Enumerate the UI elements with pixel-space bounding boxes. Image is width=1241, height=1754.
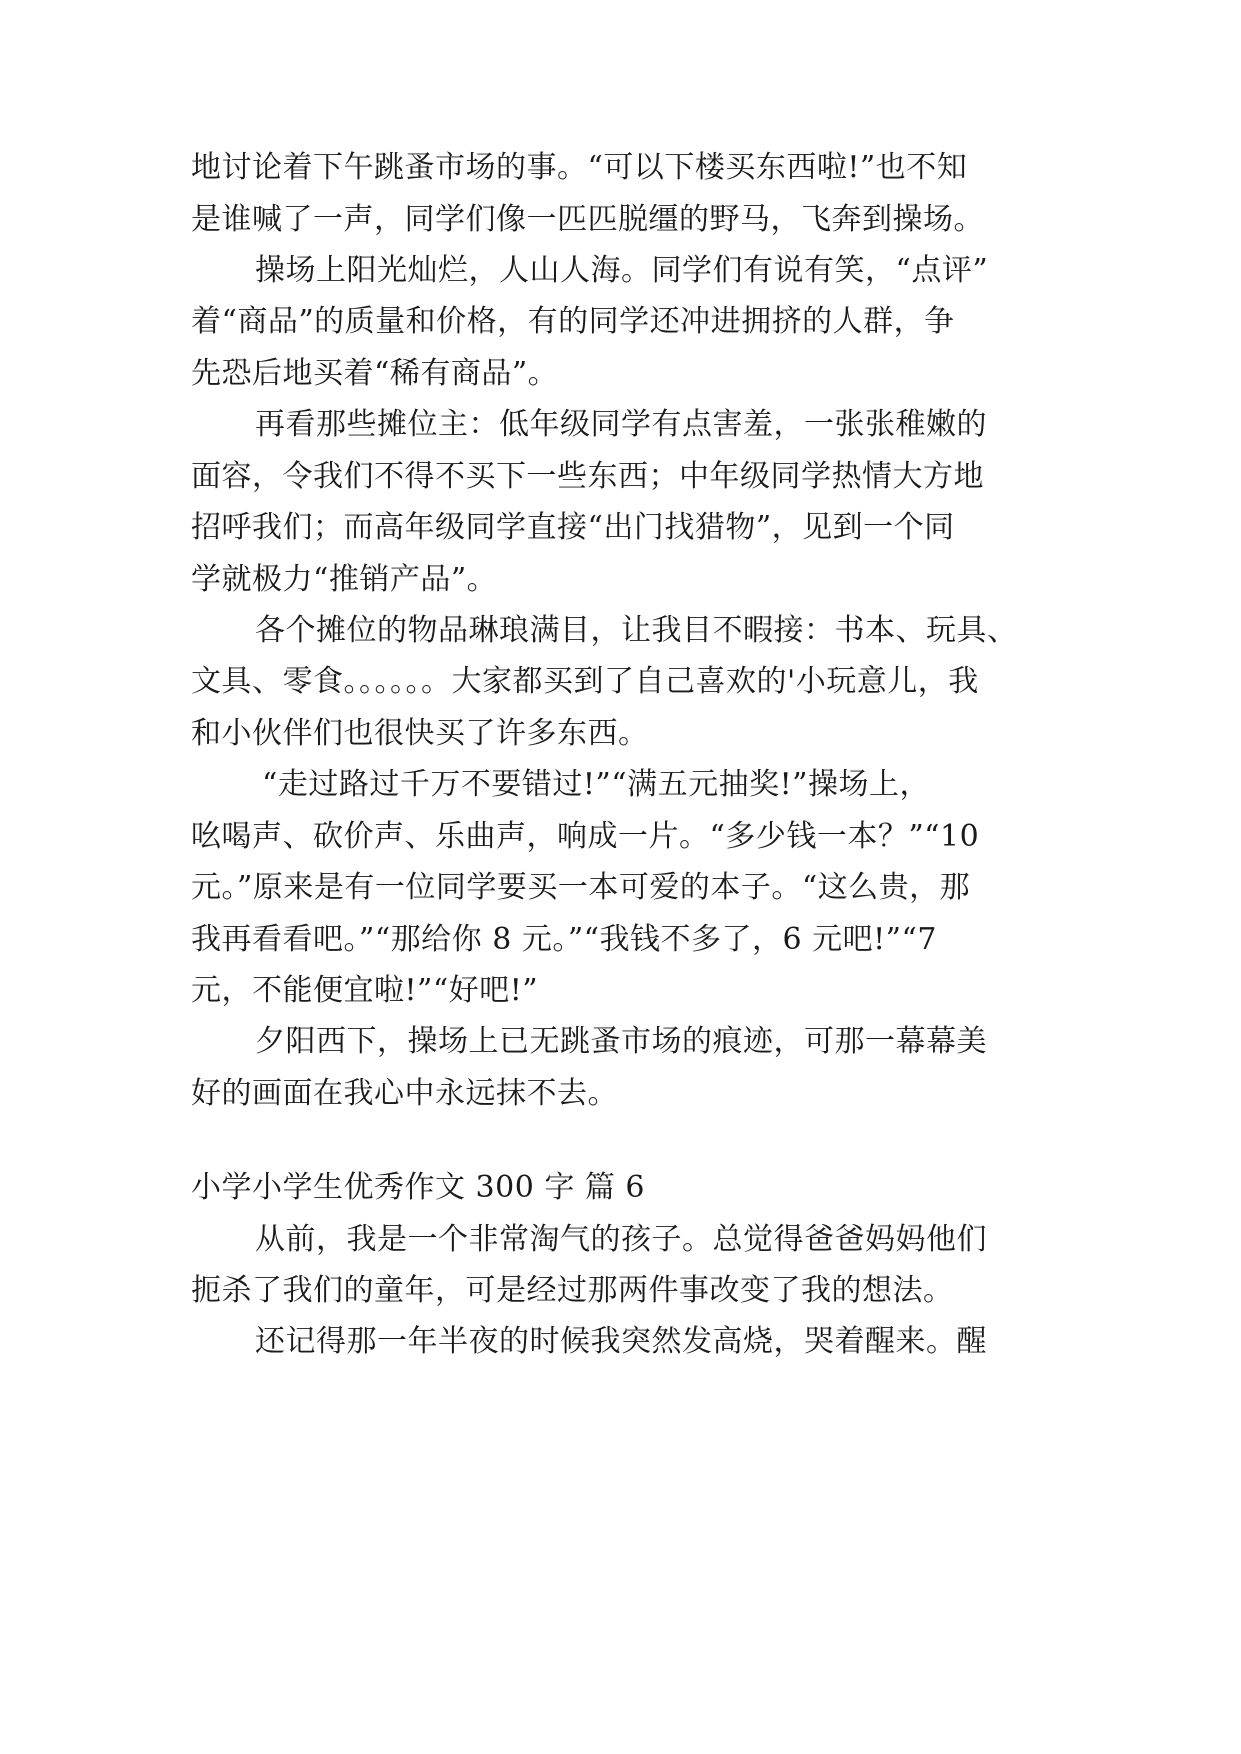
text-line: 面容，令我们不得不买下一些东西；中年级同学热情大方地 <box>191 459 984 494</box>
text-line: 学就极力“推销产品”。 <box>191 562 498 597</box>
text-line: 操场上阳光灿烂，人山人海。同学们有说有笑，“点评” <box>255 253 989 288</box>
text-line: 着“商品”的质量和价格，有的同学还冲进拥挤的人群，争 <box>191 304 955 339</box>
section-heading: 小学小学生优秀作文 300 字 篇 6 <box>191 1170 645 1205</box>
text-line: 先恐后地买着“稀有商品”。 <box>191 356 559 391</box>
text-line: 夕阳西下，操场上已无跳蚤市场的痕迹，可那一幕幕美 <box>255 1024 987 1059</box>
text-line: 扼杀了我们的童年，可是经过那两件事改变了我的想法。 <box>191 1273 954 1308</box>
text-line: “走过路过千万不要错过!”“满五元抽奖!”操场上， <box>262 767 930 802</box>
text-line: 吆喝声、砍价声、乐曲声，响成一片。“多少钱一本？”“10 <box>191 819 980 854</box>
text-line: 文具、零食。。。。。。大家都买到了自己喜欢的'小玩意儿，我 <box>191 664 979 699</box>
text-line: 元。”原来是有一位同学要买一本可爱的本子。“这么贵，那 <box>191 870 971 905</box>
text-line: 好的画面在我心中永远抹不去。 <box>191 1076 618 1111</box>
text-line: 我再看看吧。”“那给你 8 元。”“我钱不多了，6 元吧!”“7 <box>191 922 937 957</box>
text-line: 还记得那一年半夜的时候我突然发高烧，哭着醒来。醒 <box>255 1324 987 1359</box>
text-line: 元，不能便宜啦!”“好吧!” <box>191 973 539 1008</box>
text-line: 从前，我是一个非常淘气的孩子。总觉得爸爸妈妈他们 <box>255 1222 987 1257</box>
text-line: 是谁喊了一声，同学们像一匹匹脱缰的野马，飞奔到操场。 <box>191 202 984 237</box>
text-line: 和小伙伴们也很快买了许多东西。 <box>191 716 649 751</box>
text-line: 再看那些摊位主：低年级同学有点害羞，一张张稚嫩的 <box>255 407 987 442</box>
text-line: 各个摊位的物品琳琅满目，让我目不暇接：书本、玩具、 <box>255 613 1018 648</box>
text-line: 招呼我们；而高年级同学直接“出门找猎物”，见到一个同 <box>191 510 955 545</box>
text-line: 地讨论着下午跳蚤市场的事。“可以下楼买东西啦!”也不知 <box>191 150 968 185</box>
